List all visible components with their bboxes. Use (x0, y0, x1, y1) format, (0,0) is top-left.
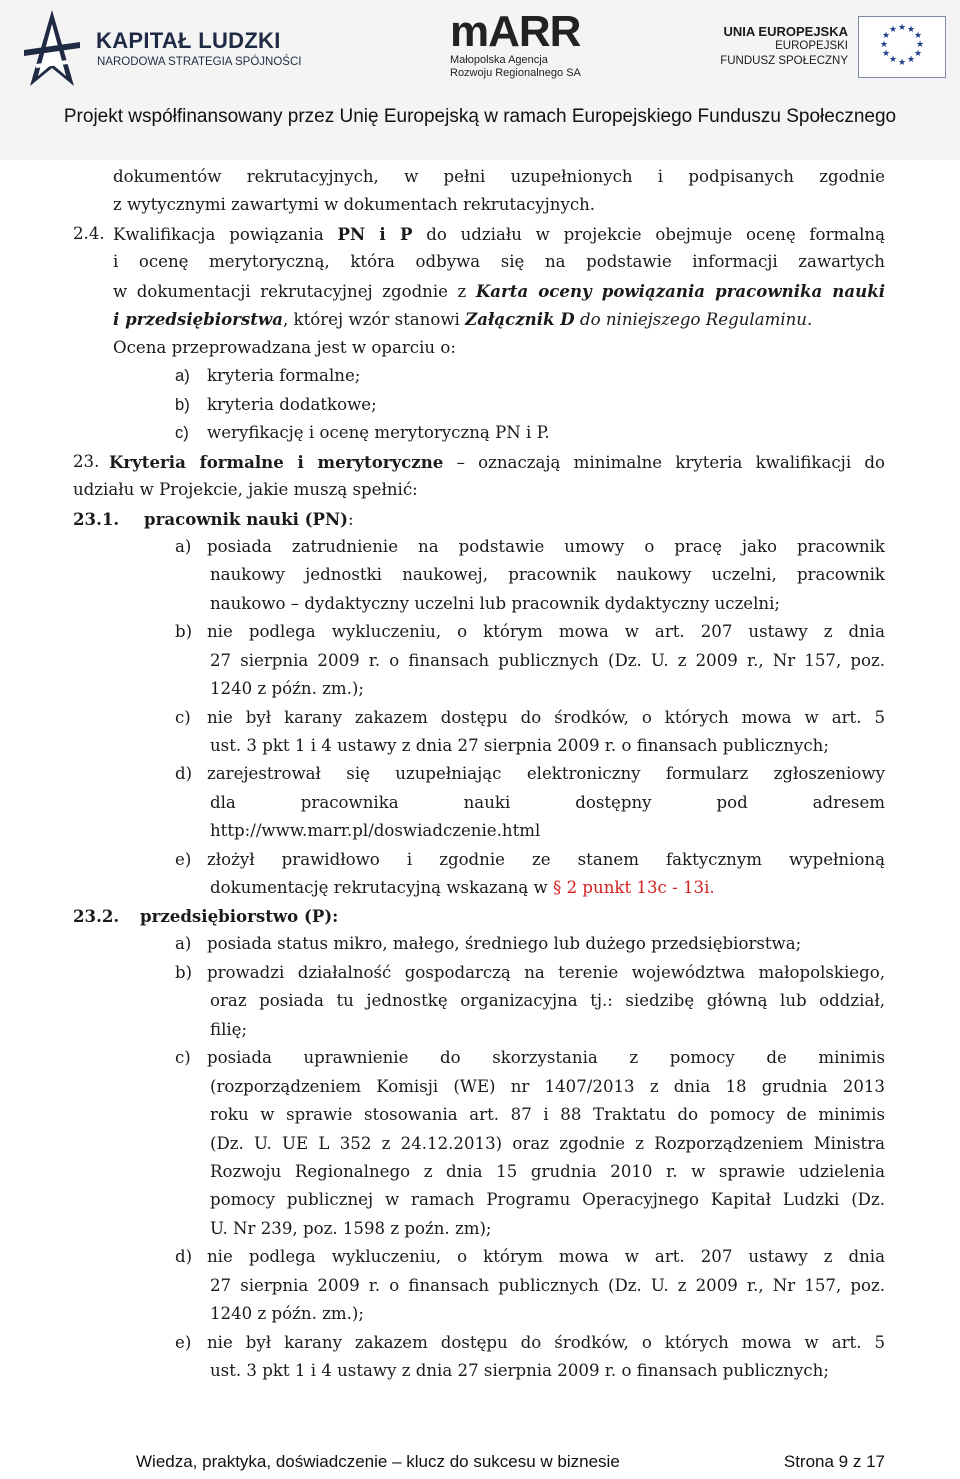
list-item: filię; (210, 1020, 248, 1039)
text-run-bold-italic: i przedsiębiorstwa (113, 309, 283, 329)
text-run: , której wzór stanowi (282, 310, 460, 329)
list-item: prowadzi działalność gospodarczą na terenie województwa małopolskiego, (207, 963, 885, 982)
text-line: dokumentów rekrutacyjnych, w pełni uzupełnionych i podpisanych zgodnie (113, 167, 885, 186)
text-run: : (348, 510, 354, 529)
list-item: 27 sierpnia 2009 r. o finansach publicznych (Dz. U. z 2009 r., Nr 157, poz. (210, 1276, 885, 1295)
list-item (210, 874, 715, 902)
list-marker: a) (175, 366, 190, 385)
svg-text:★: ★ (897, 58, 907, 68)
svg-text:★: ★ (879, 40, 889, 50)
ue-line-1: UNIA EUROPEJSKA (723, 24, 848, 39)
list-item: naukowo – dydaktyczny uczelni lub pracownik dydaktyczny uczelni; (210, 594, 781, 613)
text-run: dokumentację rekrutacyjną wskazaną w (210, 878, 548, 897)
list-item: posiada zatrudnienie na podstawie umowy o pracę jako pracownik (207, 537, 885, 556)
list-item: pomocy publicznej w ramach Programu Operacyjnego Kapitał Ludzki (Dz. (210, 1190, 885, 1209)
svg-text:★: ★ (906, 55, 916, 65)
list-item: (rozporządzeniem Komisji (WE) nr 1407/2013 z dnia 18 grudnia 2013 (210, 1077, 885, 1096)
list-item: Rozwoju Regionalnego z dnia 15 grudnia 2010 r. w sprawie udzielenia (210, 1162, 885, 1181)
list-marker: e) (175, 1333, 192, 1352)
list-item: ust. 3 pkt 1 i 4 ustawy z dnia 27 sierpnia 2009 r. o finansach publicznych; (210, 736, 829, 755)
svg-text:★: ★ (906, 25, 916, 35)
text-run-bold: pracownik nauki (PN) (144, 509, 349, 529)
list-item: nie był karany zakazem dostępu do środków, o których mowa w art. 5 (207, 1333, 885, 1352)
text-line: udziału w Projekcie, jakie muszą spełnić: (73, 480, 418, 499)
list-item: nie podlega wykluczeniu, o którym mowa w art. 207 ustawy z dnia (207, 622, 885, 641)
page-number: Strona 9 z 17 (783, 1452, 885, 1471)
section-number: 2.4. (73, 224, 105, 243)
svg-text:★: ★ (881, 49, 891, 59)
list-item: oraz posiada tu jednostkę organizacyjna tj.: siedzibę główną lub oddział, (210, 991, 885, 1010)
list-item: naukowy jednostki naukowej, pracownik naukowy uczelni, pracownik (210, 565, 885, 584)
footer-motto: Wiedza, praktyka, doświadczenie – klucz do sukcesu w biznesie (136, 1452, 620, 1471)
svg-text:★: ★ (913, 31, 923, 41)
kl-subtitle: NARODOWA STRATEGIA SPÓJNOŚCI (97, 56, 302, 68)
text-run-bold: Kryteria formalne i merytoryczne (109, 452, 444, 472)
list-item: (Dz. U. UE L 352 z 24.12.2013) oraz zgodnie z Rozporządzeniem Ministra (210, 1134, 885, 1153)
text-line (73, 448, 885, 477)
text-line: z wytycznymi zawartymi w dokumentach rekrutacyjnych. (113, 195, 596, 214)
list-item: kryteria formalne; (207, 366, 361, 385)
ue-line-2: EUROPEJSKI (775, 40, 848, 52)
list-marker: a) (175, 537, 192, 556)
marr-logo: mARR (450, 7, 581, 56)
text-run: w dokumentacji rekrutacyjnej zgodnie z (113, 282, 467, 301)
text-line (113, 305, 812, 334)
section-reference: § 2 punkt 13c - 13i (553, 878, 710, 897)
kl-title: KAPITAŁ LUDZKI (96, 28, 281, 53)
text-line (113, 220, 885, 249)
svg-text:★: ★ (913, 49, 923, 59)
list-item: U. Nr 239, poz. 1598 z poźn. zm); (210, 1219, 492, 1238)
list-marker: e) (175, 850, 192, 869)
text-run: do udziału w projekcie obejmuje ocenę formalną (426, 225, 885, 244)
text-run: oznaczają minimalne kryteria kwalifikacji do (478, 453, 885, 472)
list-item: złożył prawidłowo i zgodnie ze stanem faktycznym wypełnioną (207, 850, 885, 869)
list-marker: d) (175, 764, 193, 783)
text-line (113, 277, 885, 306)
kapital-ludzki-logo (22, 6, 82, 92)
text-run-bold-italic: Załącznik D (465, 309, 575, 329)
list-marker: a) (175, 934, 192, 953)
list-item: 1240 z późn. zm.); (210, 1304, 364, 1323)
text-run: . (709, 878, 715, 897)
list-item: 27 sierpnia 2009 r. o finansach publicznych (Dz. U. z 2009 r., Nr 157, poz. (210, 651, 885, 670)
text-line: Ocena przeprowadzana jest w oparciu o: (113, 338, 456, 357)
list-marker: b) (175, 622, 193, 641)
list-item: zarejestrował się uzupełniając elektroniczny formularz zgłoszeniowy (207, 764, 885, 783)
list-item: posiada status mikro, małego, średniego lub dużego przedsiębiorstwa; (207, 934, 802, 953)
svg-text:★: ★ (888, 25, 898, 35)
subsection-title: przedsiębiorstwo (P): (140, 906, 339, 926)
section-number: 23.1. (73, 509, 120, 529)
list-marker: d) (175, 1247, 193, 1266)
registration-url: http://www.marr.pl/doswiadczenie.html (210, 821, 541, 840)
list-item: ust. 3 pkt 1 i 4 ustawy z dnia 27 sierpnia 2009 r. o finansach publicznych; (210, 1361, 829, 1380)
list-marker: b) (175, 395, 190, 414)
svg-text:★: ★ (888, 55, 898, 65)
list-item: 1240 z późn. zm.); (210, 679, 364, 698)
list-item: weryfikację i ocenę merytoryczną PN i P. (207, 423, 550, 442)
project-funding-line: Projekt współfinansowany przez Unię Europejską w ramach Europejskiego Funduszu Społecznego (63, 106, 897, 127)
text-run-italic: do niniejszego Regulaminu. (579, 310, 813, 329)
marr-line-1: Małopolska Agencja (450, 54, 548, 66)
section-number: 23. (73, 452, 100, 471)
list-item: roku w sprawie stosowania art. 87 i 88 Traktatu do pomocy de minimis (210, 1105, 885, 1124)
list-marker: c) (175, 708, 191, 727)
text-run-bold-italic: Karta oceny powiązania pracownika nauki (475, 281, 885, 301)
list-item: nie był karany zakazem dostępu do środków, o których mowa w art. 5 (207, 708, 885, 727)
list-item: posiada uprawnienie do skorzystania z pomocy de minimis (207, 1048, 885, 1067)
list-marker: c) (175, 423, 189, 442)
svg-text:★: ★ (881, 31, 891, 41)
text-line: i ocenę merytoryczną, która odbywa się na podstawie informacji zawartych (113, 252, 885, 271)
list-item: kryteria dodatkowe; (207, 395, 377, 414)
ue-line-3: FUNDUSZ SPOŁECZNY (720, 55, 848, 67)
svg-text:★: ★ (915, 40, 925, 50)
ue-label (720, 24, 848, 69)
marr-subtitle (450, 54, 581, 80)
section-number: 23.2. (73, 906, 120, 926)
subsection-title (144, 505, 354, 534)
list-marker: c) (175, 1048, 191, 1067)
svg-text:★: ★ (897, 23, 907, 33)
text-run: Kwalifikacja powiązania (113, 225, 324, 244)
text-run: – (456, 453, 465, 472)
list-item: nie podlega wykluczeniu, o którym mowa w art. 207 ustawy z dnia (207, 1247, 885, 1266)
marr-line-2: Rozwoju Regionalnego SA (450, 67, 581, 79)
text-run-bold: PN i P (337, 224, 413, 244)
list-marker: b) (175, 963, 193, 982)
page-header (0, 0, 960, 160)
list-item: dla pracownika nauki dostępny pod adresem (210, 793, 885, 812)
eu-flag-icon (858, 16, 946, 78)
